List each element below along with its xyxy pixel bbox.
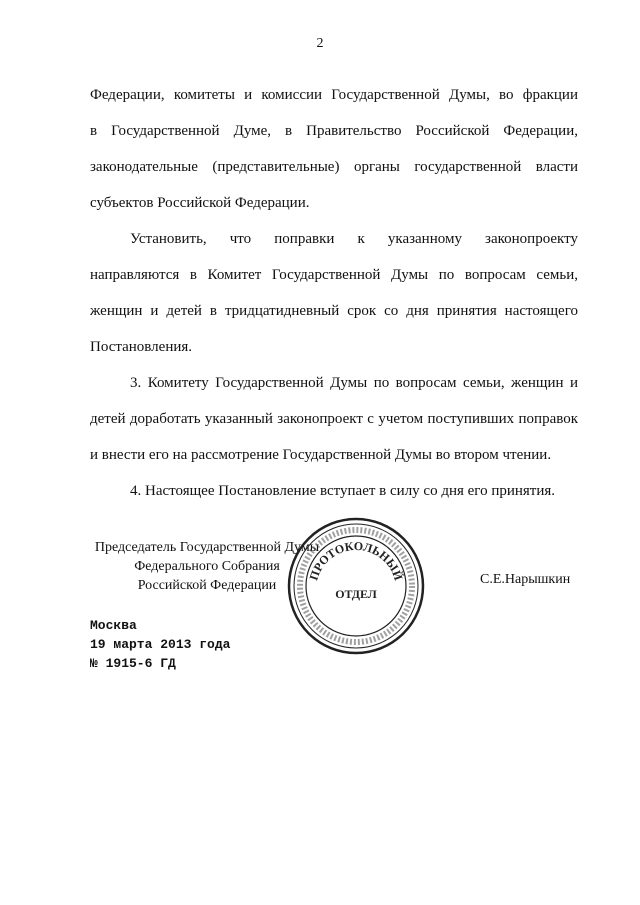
footer-date: 19 марта 2013 года bbox=[90, 637, 231, 652]
paragraph-2 bbox=[90, 221, 578, 365]
paragraph-line: в Государственной Думе, в Правительство Российской Федерации, bbox=[90, 123, 578, 139]
stamp-top-text: ПРОТОКОЛЬНЫЙ bbox=[306, 538, 406, 583]
paragraph-line: Федерации, комитеты и комиссии Государственной Думы, во фракции bbox=[90, 87, 578, 103]
paragraph-line: 4. Настоящее Постановление вступает в силу со дня его принятия. bbox=[130, 483, 556, 499]
signatory-title-line: Федерального Собрания bbox=[134, 559, 280, 574]
official-seal-stamp bbox=[286, 516, 426, 656]
paragraph-line: направляются в Комитет Государственной Думы по вопросам семьи, bbox=[90, 267, 578, 283]
paragraph-line: женщин и детей в тридцатидневный срок со дня принятия настоящего bbox=[90, 303, 578, 319]
stamp-center-text: ОТДЕЛ bbox=[335, 587, 377, 601]
paragraph-line: субъектов Российской Федерации. bbox=[90, 195, 310, 211]
document-body bbox=[90, 77, 578, 509]
paragraph-line: 3. Комитету Государственной Думы по вопросам семьи, женщин и bbox=[130, 375, 578, 391]
paragraph-line: Установить, что поправки к указанному законопроекту bbox=[130, 231, 578, 247]
signatory-title-line: Российской Федерации bbox=[137, 578, 277, 593]
footer-city: Москва bbox=[90, 618, 137, 633]
footer-number: № 1915-6 ГД bbox=[90, 656, 176, 671]
document-footer bbox=[90, 616, 230, 673]
paragraph-4 bbox=[90, 473, 578, 509]
signatory-title-line: Председатель Государственной Думы bbox=[94, 540, 320, 555]
paragraph-line: и внести его на рассмотрение Государственной Думы во втором чтении. bbox=[90, 447, 552, 463]
paragraph-line: законодательные (представительные) органы государственной власти bbox=[90, 159, 578, 175]
paragraph-line: Постановления. bbox=[90, 339, 193, 355]
signatory-name: С.Е.Нарышкин bbox=[480, 572, 571, 587]
page-number: 2 bbox=[316, 36, 324, 51]
paragraph-line: детей доработать указанный законопроект с учетом поступивших поправок bbox=[90, 411, 578, 427]
paragraph-3 bbox=[90, 365, 578, 473]
paragraph-1 bbox=[90, 77, 578, 221]
